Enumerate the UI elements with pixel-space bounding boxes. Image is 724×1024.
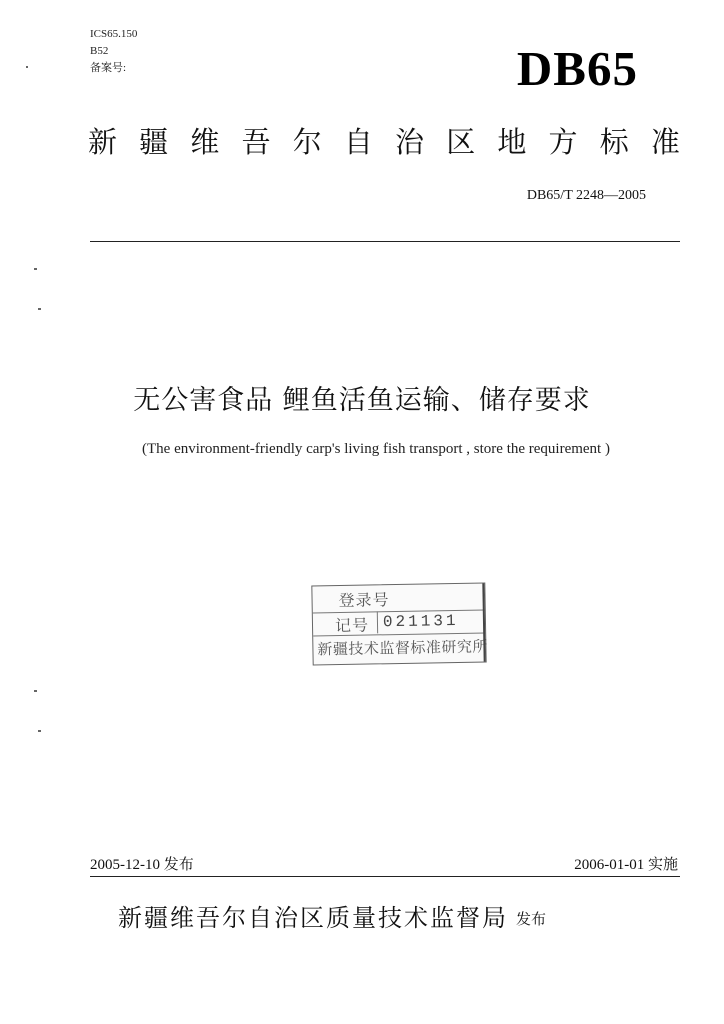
standard-number: DB65/T 2248—2005 [526, 188, 646, 203]
issuer-title-char: 吾 [241, 125, 271, 159]
publisher-name: 新疆维吾尔自治区质量技术监督局 [118, 904, 508, 932]
stamp-registration-label: 登录号 [338, 590, 390, 611]
publisher-suffix: 发布 [516, 910, 547, 928]
issuer-title-char: 标 [599, 125, 629, 159]
scan-speck [38, 308, 41, 310]
issuer-title-char: 治 [395, 125, 425, 159]
stamp-institute-name: 新疆技术监督标准研究所 [317, 637, 489, 659]
issuer-title [88, 122, 680, 162]
issuer-title-char: 地 [497, 125, 527, 159]
stamp-number: 021131 [382, 611, 459, 632]
stamp-mark-label: 记号 [334, 615, 370, 636]
classification-code: B52 [90, 45, 109, 57]
footer-divider [90, 876, 680, 877]
document-title-chinese: 无公害食品 鲤鱼活鱼运输、储存要求 [133, 385, 591, 416]
issuer-title-char: 区 [446, 125, 476, 159]
scan-speck [34, 690, 37, 692]
issuer-title-char: 新 [88, 125, 118, 159]
stamp-row-3 [313, 633, 489, 660]
issuer-title-char: 方 [548, 125, 578, 159]
issuer-title-char: 准 [650, 125, 680, 159]
library-stamp [311, 582, 489, 665]
issuer-title-char: 维 [190, 125, 220, 159]
issuer-title-char: 尔 [292, 125, 322, 159]
scan-speck [34, 268, 37, 270]
header-divider [90, 241, 680, 242]
issuer-title-char: 自 [343, 125, 373, 159]
publish-date: 2005-12-10 发布 [90, 857, 194, 873]
scan-speck [38, 730, 41, 732]
stamp-edge [482, 584, 485, 662]
record-number-label: 备案号: [90, 62, 127, 74]
publisher [118, 898, 546, 933]
stamp-row-2 [313, 610, 485, 637]
db65-logo: DB65 [516, 41, 638, 96]
ics-code: ICS65.150 [90, 28, 138, 40]
stamp-row-1 [312, 586, 484, 613]
document-title-english: (The environment-friendly carp's living fish transport , store the requirement ) [142, 441, 610, 457]
issuer-title-char: 疆 [139, 125, 169, 159]
scan-speck [26, 66, 28, 68]
effective-date: 2006-01-01 实施 [574, 857, 678, 873]
